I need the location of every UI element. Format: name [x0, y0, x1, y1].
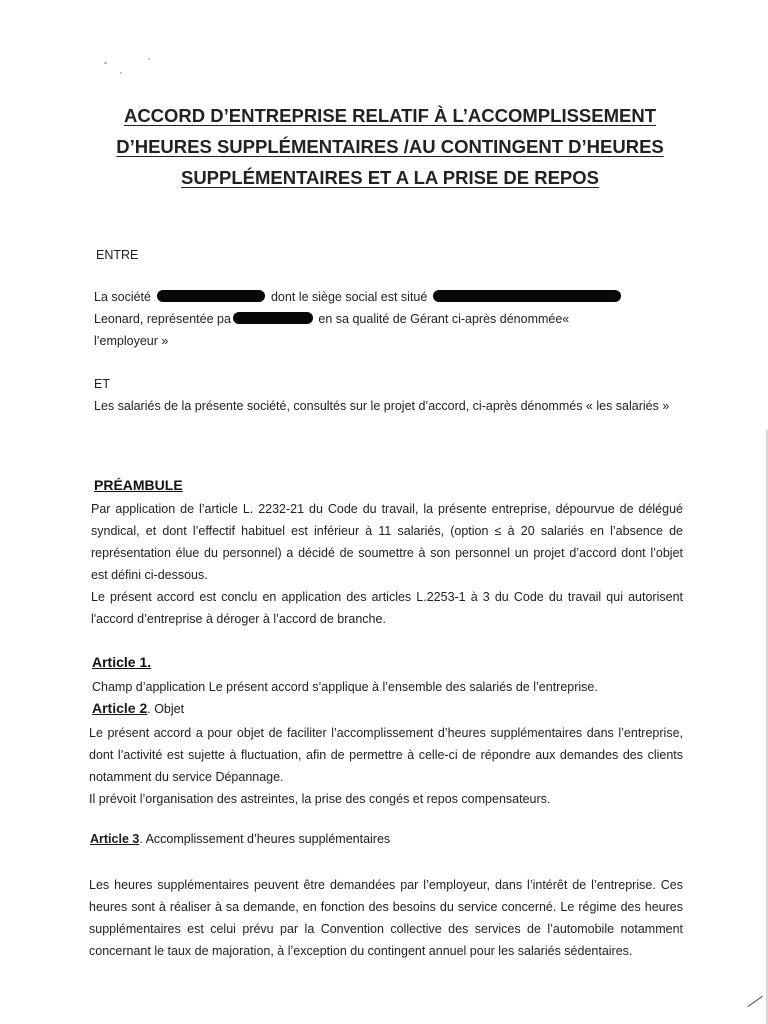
party-text: dont le siège social est situé [270, 290, 428, 304]
article2-label: Article 2 [92, 700, 148, 716]
redaction-bar [157, 290, 265, 302]
party-text: Leonard, représentée pa [94, 312, 231, 326]
article2-body [89, 722, 683, 810]
preamble-heading: PRÉAMBULE [94, 477, 183, 493]
party-text: en sa qualité de Gérant ci-après dénommée« [318, 312, 570, 326]
article3-label: Article 3 [90, 832, 140, 846]
party-employees: Les salariés de la présente société, consultés sur le projet d’accord, ci-après dénommés « les salariés » [94, 399, 670, 413]
scan-speck [104, 62, 107, 64]
article3-body: Les heures supplémentaires peuvent être demandées par l’employeur, dans l’intérêt de l’entreprise. Ces heures sont à réaliser à sa demande, en fonction des besoins du service concerné. Le régime des heures supplémentaires est celui prévu par la Convention collective des services de l’automobile notamment concernant le taux de majoration, à l’exception du contingent annuel pour les salariés sédentaires. [89, 878, 683, 958]
title-line: ACCORD D’ENTREPRISE RELATIF À L’ACCOMPLISSEMENT [123, 105, 657, 126]
title-line: SUPPLÉMENTAIRES ET A LA PRISE DE REPOS [180, 167, 600, 188]
party-text: l’employeur » [94, 334, 169, 348]
document-title [60, 100, 720, 193]
article1-body: Champ d’application Le présent accord s’applique à l’ensemble des salariés de l’entreprise. [92, 680, 598, 694]
article2-paragraph: Le présent accord a pour objet de faciliter l’accomplissement d’heures supplémentaires dans l’entreprise, dont l’activité est sujette à fluctuation, afin de permettre à celle-ci de répondre aux demandes des clients notamment du service Dépannage. [89, 726, 683, 784]
preamble-paragraph: Le présent accord est conclu en application des articles L.2253-1 à 3 du Code du travail qui autorisent l'accord d’entreprise à déroger à l’accord de branche. [91, 590, 683, 626]
article2-heading [92, 700, 184, 716]
party-text: La société [94, 290, 151, 304]
scan-mark [747, 996, 762, 1007]
et-label: ET [94, 377, 110, 391]
redaction-bar [433, 290, 621, 302]
title-line: D’HEURES SUPPLÉMENTAIRES /AU CONTINGENT D’HEURES [116, 136, 664, 157]
entre-label: ENTRE [96, 248, 139, 262]
redaction-bar [233, 312, 313, 324]
article2-suffix: . Objet [147, 702, 185, 716]
preamble-body [91, 498, 683, 630]
article3-suffix: . Accomplissement d’heures supplémentaires [139, 832, 391, 846]
article1-heading: Article 1. [92, 654, 152, 670]
scan-speck [120, 72, 122, 74]
preamble-paragraph: Par application de l’article L. 2232-21 du Code du travail, la présente entreprise, dépourvue de délégué syndical, et dont l’effectif habituel est inférieur à 11 salariés, (option ≤ à 20 salariés en l’absence de représentation élue du personnel) a décidé de soumettre à son personnel un projet d’accord dont l’objet est défini ci-dessous. [91, 502, 683, 582]
article3-heading [90, 832, 390, 846]
article2-paragraph: Il prévoit l’organisation des astreintes, la prise des congés et repos compensateurs. [89, 792, 551, 806]
party-employer [94, 286, 682, 352]
scan-speck [148, 58, 150, 60]
